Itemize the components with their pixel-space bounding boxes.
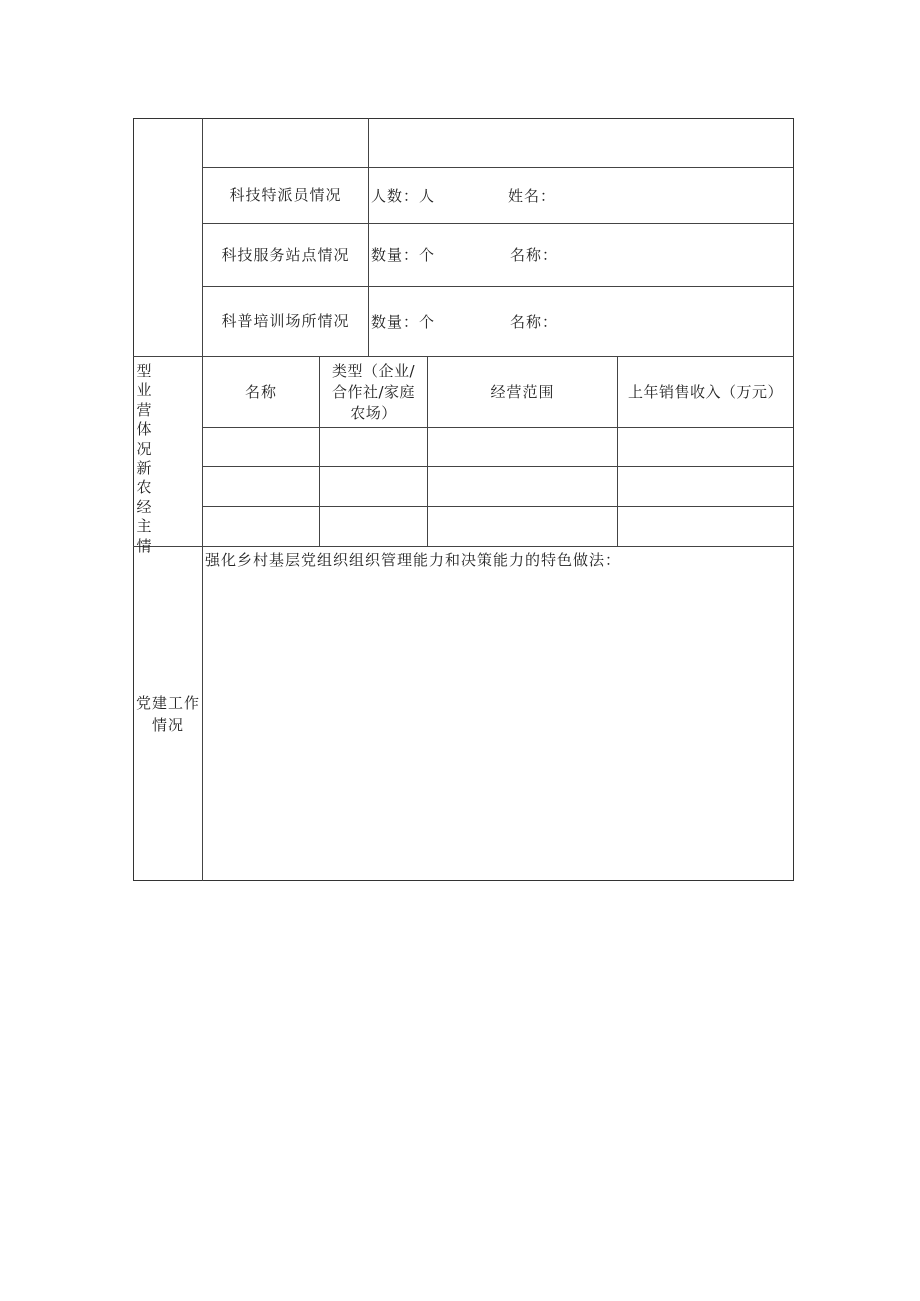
party-building-label — [134, 547, 202, 880]
row-divider — [202, 427, 793, 428]
col-header-type-line2: 合作社/家庭 — [331, 382, 416, 401]
col-header-revenue: 上年销售收入（万元） — [627, 382, 783, 401]
col-header-scope: 经营范围 — [490, 382, 555, 401]
tech-commissioner-label: 科技特派员情况 — [229, 186, 342, 204]
training-site-name: 名称： — [510, 313, 559, 331]
tech-commissioner-count: 人数：人 — [371, 187, 436, 205]
col-header-name: 名称 — [244, 382, 277, 401]
col-header-type — [320, 357, 427, 427]
new-agri-entity-label: 型业营体况新农经主情 — [136, 362, 152, 555]
col-header-type-line3: 农场） — [350, 403, 397, 422]
service-station-label: 科技服务站点情况 — [221, 245, 350, 264]
row-divider — [202, 466, 793, 467]
column-divider — [368, 118, 369, 356]
row-divider — [202, 506, 793, 507]
tech-commissioner-name: 姓名： — [508, 187, 557, 205]
training-site-label: 科普培训场所情况 — [221, 312, 350, 330]
training-site-count: 数量：个 — [371, 313, 436, 331]
party-building-label-line1: 党建工作 — [135, 693, 200, 712]
service-station-name: 名称： — [510, 246, 559, 264]
service-station-count: 数量：个 — [371, 246, 436, 264]
party-building-prompt: 强化乡村基层党组织组织管理能力和决策能力的特色做法： — [205, 551, 622, 569]
section-divider — [133, 546, 794, 547]
col-header-type-line1: 类型（企业/ — [331, 361, 416, 380]
party-building-label-line2: 情况 — [151, 715, 184, 734]
